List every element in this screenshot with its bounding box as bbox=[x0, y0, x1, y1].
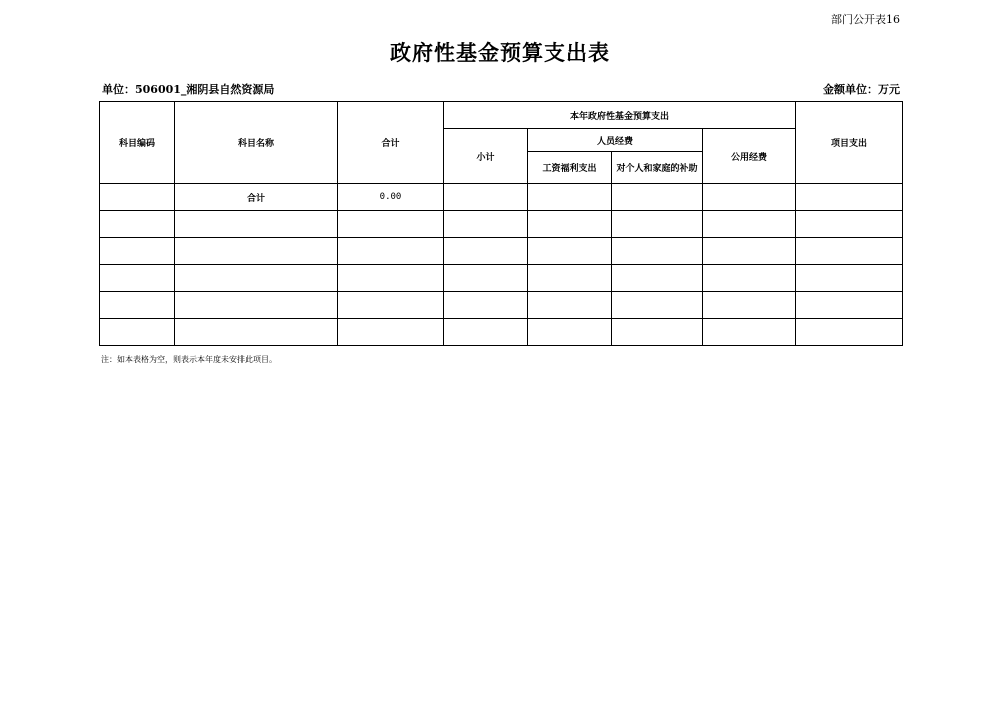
cell-wages bbox=[528, 292, 612, 319]
cell-project bbox=[796, 265, 903, 292]
cell-project bbox=[796, 292, 903, 319]
cell-code bbox=[100, 319, 175, 346]
table-row bbox=[100, 184, 903, 211]
header-personnel: 人员经费 bbox=[528, 129, 703, 152]
cell-wages bbox=[528, 319, 612, 346]
cell-total: 0.00 bbox=[338, 184, 444, 211]
cell-code bbox=[100, 184, 175, 211]
cell-total bbox=[338, 265, 444, 292]
header-current-year: 本年政府性基金预算支出 bbox=[444, 102, 796, 129]
cell-project bbox=[796, 211, 903, 238]
cell-subtotal bbox=[444, 238, 528, 265]
cell-name bbox=[175, 319, 338, 346]
cell-subtotal bbox=[444, 184, 528, 211]
cell-public bbox=[703, 319, 796, 346]
table-row bbox=[100, 265, 903, 292]
cell-public bbox=[703, 238, 796, 265]
cell-name: 合计 bbox=[175, 184, 338, 211]
cell-public bbox=[703, 292, 796, 319]
cell-subtotal bbox=[444, 265, 528, 292]
cell-subsidy bbox=[612, 292, 703, 319]
cell-subsidy bbox=[612, 184, 703, 211]
cell-subsidy bbox=[612, 319, 703, 346]
table-row bbox=[100, 319, 903, 346]
cell-project bbox=[796, 319, 903, 346]
header-public: 公用经费 bbox=[703, 129, 796, 184]
cell-code bbox=[100, 292, 175, 319]
amount-unit-label: 金额单位：万元 bbox=[823, 83, 900, 96]
header-name: 科目名称 bbox=[175, 102, 338, 184]
cell-name bbox=[175, 265, 338, 292]
cell-code bbox=[100, 265, 175, 292]
cell-public bbox=[703, 211, 796, 238]
cell-total bbox=[338, 319, 444, 346]
table-row bbox=[100, 211, 903, 238]
footnote: 注：如本表格为空，则表示本年度未安排此项目。 bbox=[101, 355, 277, 364]
cell-subsidy bbox=[612, 265, 703, 292]
header-subsidy: 对个人和家庭的补助 bbox=[612, 152, 703, 184]
cell-subsidy bbox=[612, 238, 703, 265]
form-number: 部门公开表16 bbox=[831, 13, 900, 26]
cell-subsidy bbox=[612, 211, 703, 238]
table-row bbox=[100, 292, 903, 319]
cell-public bbox=[703, 265, 796, 292]
table-row bbox=[100, 238, 903, 265]
cell-code bbox=[100, 211, 175, 238]
cell-name bbox=[175, 238, 338, 265]
header-subtotal: 小计 bbox=[444, 129, 528, 184]
cell-total bbox=[338, 238, 444, 265]
page-title: 政府性基金预算支出表 bbox=[390, 40, 610, 65]
cell-subtotal bbox=[444, 292, 528, 319]
budget-table bbox=[99, 101, 903, 346]
cell-total bbox=[338, 292, 444, 319]
cell-wages bbox=[528, 184, 612, 211]
header-code: 科目编码 bbox=[100, 102, 175, 184]
cell-public bbox=[703, 184, 796, 211]
header-total: 合计 bbox=[338, 102, 444, 184]
cell-wages bbox=[528, 211, 612, 238]
cell-subtotal bbox=[444, 319, 528, 346]
header-wages: 工资福利支出 bbox=[528, 152, 612, 184]
cell-wages bbox=[528, 265, 612, 292]
cell-subtotal bbox=[444, 211, 528, 238]
header-project: 项目支出 bbox=[796, 102, 903, 184]
cell-project bbox=[796, 238, 903, 265]
cell-name bbox=[175, 292, 338, 319]
cell-code bbox=[100, 238, 175, 265]
cell-name bbox=[175, 211, 338, 238]
cell-wages bbox=[528, 238, 612, 265]
unit-label: 单位：506001_湘阴县自然资源局 bbox=[102, 83, 275, 96]
cell-project bbox=[796, 184, 903, 211]
cell-total bbox=[338, 211, 444, 238]
